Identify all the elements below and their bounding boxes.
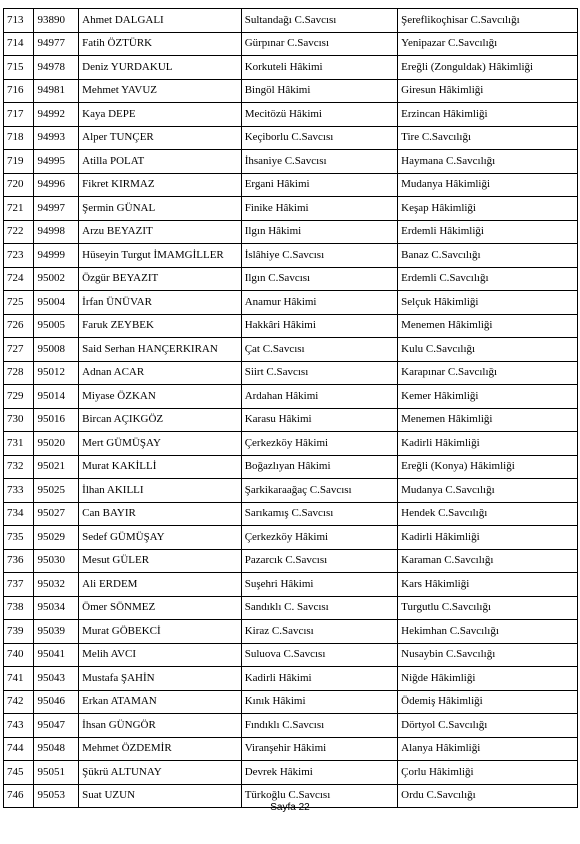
- current-post: Suluova C.Savcısı: [241, 643, 397, 667]
- registry-number: 94996: [34, 173, 79, 197]
- row-number: 736: [4, 549, 34, 573]
- table-row: [4, 620, 578, 644]
- person-name: Deniz YURDAKUL: [79, 56, 242, 80]
- person-name: Şermin GÜNAL: [79, 197, 242, 221]
- row-number: 720: [4, 173, 34, 197]
- registry-number: 94977: [34, 32, 79, 56]
- row-number: 739: [4, 620, 34, 644]
- table-row: [4, 479, 578, 503]
- current-post: Devrek Hâkimi: [241, 761, 397, 785]
- current-post: İslâhiye C.Savcısı: [241, 244, 397, 268]
- person-name: Mesut GÜLER: [79, 549, 242, 573]
- row-number: 738: [4, 596, 34, 620]
- registry-number: 95002: [34, 267, 79, 291]
- registry-number: 95014: [34, 385, 79, 409]
- new-post: Karaman C.Savcılığı: [398, 549, 578, 573]
- person-name: Ömer SÖNMEZ: [79, 596, 242, 620]
- table-row: [4, 714, 578, 738]
- new-post: Mudanya C.Savcılığı: [398, 479, 578, 503]
- row-number: 726: [4, 314, 34, 338]
- new-post: Alanya Hâkimliği: [398, 737, 578, 761]
- person-name: Suat UZUN: [79, 784, 242, 808]
- table-row: [4, 32, 578, 56]
- current-post: Siirt C.Savcısı: [241, 361, 397, 385]
- row-number: 732: [4, 455, 34, 479]
- person-name: Sedef GÜMÜŞAY: [79, 526, 242, 550]
- row-number: 715: [4, 56, 34, 80]
- current-post: Kiraz C.Savcısı: [241, 620, 397, 644]
- new-post: Dörtyol C.Savcılığı: [398, 714, 578, 738]
- current-post: Ilgın C.Savcısı: [241, 267, 397, 291]
- table-row: [4, 549, 578, 573]
- new-post: Mudanya Hâkimliği: [398, 173, 578, 197]
- table-row: [4, 9, 578, 33]
- new-post: Erdemli C.Savcılığı: [398, 267, 578, 291]
- person-name: Mert GÜMÜŞAY: [79, 432, 242, 456]
- table-row: [4, 338, 578, 362]
- current-post: Keçiborlu C.Savcısı: [241, 126, 397, 150]
- new-post: Haymana C.Savcılığı: [398, 150, 578, 174]
- row-number: 733: [4, 479, 34, 503]
- person-name: Adnan ACAR: [79, 361, 242, 385]
- registry-number: 95043: [34, 667, 79, 691]
- current-post: Karasu Hâkimi: [241, 408, 397, 432]
- current-post: Bingöl Hâkimi: [241, 79, 397, 103]
- registry-number: 95041: [34, 643, 79, 667]
- new-post: Karapınar C.Savcılığı: [398, 361, 578, 385]
- new-post: Şereflikoçhisar C.Savcılığı: [398, 9, 578, 33]
- registry-number: 94999: [34, 244, 79, 268]
- row-number: 737: [4, 573, 34, 597]
- registry-number: 94998: [34, 220, 79, 244]
- table-row: [4, 761, 578, 785]
- new-post: Erzincan Hâkimliği: [398, 103, 578, 127]
- assignment-table: [3, 8, 578, 808]
- registry-number: 94993: [34, 126, 79, 150]
- registry-number: 95034: [34, 596, 79, 620]
- person-name: Mehmet ÖZDEMİR: [79, 737, 242, 761]
- registry-number: 95046: [34, 690, 79, 714]
- new-post: Kadirli Hâkimliği: [398, 526, 578, 550]
- current-post: Ardahan Hâkimi: [241, 385, 397, 409]
- table-row: [4, 455, 578, 479]
- registry-number: 94995: [34, 150, 79, 174]
- current-post: Anamur Hâkimi: [241, 291, 397, 315]
- registry-number: 95051: [34, 761, 79, 785]
- person-name: Mehmet YAVUZ: [79, 79, 242, 103]
- registry-number: 95039: [34, 620, 79, 644]
- table-row: [4, 244, 578, 268]
- table-row: [4, 103, 578, 127]
- row-number: 727: [4, 338, 34, 362]
- registry-number: 95012: [34, 361, 79, 385]
- new-post: Hekimhan C.Savcılığı: [398, 620, 578, 644]
- current-post: Sandıklı C. Savcısı: [241, 596, 397, 620]
- person-name: Bircan AÇIKGÖZ: [79, 408, 242, 432]
- row-number: 740: [4, 643, 34, 667]
- registry-number: 95025: [34, 479, 79, 503]
- person-name: İrfan ÜNÜVAR: [79, 291, 242, 315]
- table-row: [4, 596, 578, 620]
- table-row: [4, 432, 578, 456]
- person-name: Mustafa ŞAHİN: [79, 667, 242, 691]
- new-post: Turgutlu C.Savcılığı: [398, 596, 578, 620]
- registry-number: 95004: [34, 291, 79, 315]
- person-name: İlhan AKILLI: [79, 479, 242, 503]
- current-post: Hakkâri Hâkimi: [241, 314, 397, 338]
- row-number: 744: [4, 737, 34, 761]
- current-post: Sarıkamış C.Savcısı: [241, 502, 397, 526]
- new-post: Giresun Hâkimliği: [398, 79, 578, 103]
- person-name: Ahmet DALGALI: [79, 9, 242, 33]
- new-post: Nusaybin C.Savcılığı: [398, 643, 578, 667]
- registry-number: 94978: [34, 56, 79, 80]
- person-name: Atilla POLAT: [79, 150, 242, 174]
- table-row: [4, 408, 578, 432]
- current-post: Korkuteli Hâkimi: [241, 56, 397, 80]
- person-name: Fikret KIRMAZ: [79, 173, 242, 197]
- new-post: Menemen Hâkimliği: [398, 314, 578, 338]
- row-number: 729: [4, 385, 34, 409]
- row-number: 721: [4, 197, 34, 221]
- row-number: 714: [4, 32, 34, 56]
- row-number: 719: [4, 150, 34, 174]
- person-name: Miyase ÖZKAN: [79, 385, 242, 409]
- current-post: Türkoğlu C.Savcısı: [241, 784, 397, 808]
- person-name: Murat KAKİLLİ: [79, 455, 242, 479]
- current-post: Çerkezköy Hâkimi: [241, 432, 397, 456]
- new-post: Kars Hâkimliği: [398, 573, 578, 597]
- table-row: [4, 314, 578, 338]
- new-post: Yenipazar C.Savcılığı: [398, 32, 578, 56]
- new-post: Keşap Hâkimliği: [398, 197, 578, 221]
- new-post: Ereğli (Zonguldak) Hâkimliği: [398, 56, 578, 80]
- table-row: [4, 385, 578, 409]
- person-name: Said Serhan HANÇERKIRAN: [79, 338, 242, 362]
- table-row: [4, 56, 578, 80]
- row-number: 724: [4, 267, 34, 291]
- new-post: Ordu C.Savcılığı: [398, 784, 578, 808]
- new-post: Tire C.Savcılığı: [398, 126, 578, 150]
- registry-number: 95029: [34, 526, 79, 550]
- person-name: Alper TUNÇER: [79, 126, 242, 150]
- table-row: [4, 291, 578, 315]
- current-post: Gürpınar C.Savcısı: [241, 32, 397, 56]
- new-post: Erdemli Hâkimliği: [398, 220, 578, 244]
- current-post: Kadirli Hâkimi: [241, 667, 397, 691]
- row-number: 730: [4, 408, 34, 432]
- table-row: [4, 667, 578, 691]
- person-name: Faruk ZEYBEK: [79, 314, 242, 338]
- row-number: 713: [4, 9, 34, 33]
- current-post: Mecitözü Hâkimi: [241, 103, 397, 127]
- current-post: Viranşehir Hâkimi: [241, 737, 397, 761]
- person-name: Can BAYIR: [79, 502, 242, 526]
- current-post: Şarkikaraağaç C.Savcısı: [241, 479, 397, 503]
- registry-number: 94997: [34, 197, 79, 221]
- current-post: Finike Hâkimi: [241, 197, 397, 221]
- registry-number: 95027: [34, 502, 79, 526]
- table-row: [4, 643, 578, 667]
- row-number: 716: [4, 79, 34, 103]
- new-post: Çorlu Hâkimliği: [398, 761, 578, 785]
- registry-number: 93890: [34, 9, 79, 33]
- table-row: [4, 737, 578, 761]
- table-row: [4, 150, 578, 174]
- person-name: Hüseyin Turgut İMAMGİLLER: [79, 244, 242, 268]
- row-number: 742: [4, 690, 34, 714]
- table-row: [4, 79, 578, 103]
- new-post: Selçuk Hâkimliği: [398, 291, 578, 315]
- person-name: Erkan ATAMAN: [79, 690, 242, 714]
- new-post: Kulu C.Savcılığı: [398, 338, 578, 362]
- table-row: [4, 526, 578, 550]
- new-post: Banaz C.Savcılığı: [398, 244, 578, 268]
- new-post: Ödemiş Hâkimliği: [398, 690, 578, 714]
- table-row: [4, 173, 578, 197]
- row-number: 718: [4, 126, 34, 150]
- current-post: Çerkezköy Hâkimi: [241, 526, 397, 550]
- current-post: Suşehri Hâkimi: [241, 573, 397, 597]
- table-row: [4, 573, 578, 597]
- registry-number: 95048: [34, 737, 79, 761]
- row-number: 741: [4, 667, 34, 691]
- row-number: 723: [4, 244, 34, 268]
- current-post: Boğazlıyan Hâkimi: [241, 455, 397, 479]
- person-name: Fatih ÖZTÜRK: [79, 32, 242, 56]
- registry-number: 95020: [34, 432, 79, 456]
- registry-number: 95032: [34, 573, 79, 597]
- row-number: 722: [4, 220, 34, 244]
- registry-number: 94981: [34, 79, 79, 103]
- row-number: 746: [4, 784, 34, 808]
- person-name: İhsan GÜNGÖR: [79, 714, 242, 738]
- row-number: 745: [4, 761, 34, 785]
- current-post: İhsaniye C.Savcısı: [241, 150, 397, 174]
- current-post: Ilgın Hâkimi: [241, 220, 397, 244]
- registry-number: 95016: [34, 408, 79, 432]
- table-body: [4, 9, 578, 808]
- table-row: [4, 502, 578, 526]
- new-post: Menemen Hâkimliği: [398, 408, 578, 432]
- registry-number: 95053: [34, 784, 79, 808]
- row-number: 743: [4, 714, 34, 738]
- table-row: [4, 361, 578, 385]
- table-row: [4, 220, 578, 244]
- current-post: Ergani Hâkimi: [241, 173, 397, 197]
- person-name: Arzu BEYAZIT: [79, 220, 242, 244]
- table-row: [4, 690, 578, 714]
- person-name: Ali ERDEM: [79, 573, 242, 597]
- row-number: 731: [4, 432, 34, 456]
- registry-number: 95021: [34, 455, 79, 479]
- person-name: Kaya DEPE: [79, 103, 242, 127]
- person-name: Özgür BEYAZIT: [79, 267, 242, 291]
- current-post: Sultandağı C.Savcısı: [241, 9, 397, 33]
- new-post: Kadirli Hâkimliği: [398, 432, 578, 456]
- row-number: 735: [4, 526, 34, 550]
- row-number: 728: [4, 361, 34, 385]
- person-name: Murat GÖBEKCİ: [79, 620, 242, 644]
- person-name: Şükrü ALTUNAY: [79, 761, 242, 785]
- registry-number: 94992: [34, 103, 79, 127]
- new-post: Ereğli (Konya) Hâkimliği: [398, 455, 578, 479]
- table-row: [4, 267, 578, 291]
- registry-number: 95008: [34, 338, 79, 362]
- registry-number: 95047: [34, 714, 79, 738]
- page-number: Sayfa 22: [270, 802, 310, 813]
- registry-number: 95005: [34, 314, 79, 338]
- row-number: 725: [4, 291, 34, 315]
- current-post: Kınık Hâkimi: [241, 690, 397, 714]
- current-post: Pazarcık C.Savcısı: [241, 549, 397, 573]
- current-post: Çat C.Savcısı: [241, 338, 397, 362]
- person-name: Melih AVCI: [79, 643, 242, 667]
- new-post: Hendek C.Savcılığı: [398, 502, 578, 526]
- new-post: Niğde Hâkimliği: [398, 667, 578, 691]
- table-row: [4, 197, 578, 221]
- registry-number: 95030: [34, 549, 79, 573]
- row-number: 717: [4, 103, 34, 127]
- current-post: Fındıklı C.Savcısı: [241, 714, 397, 738]
- row-number: 734: [4, 502, 34, 526]
- new-post: Kemer Hâkimliği: [398, 385, 578, 409]
- table-row: [4, 126, 578, 150]
